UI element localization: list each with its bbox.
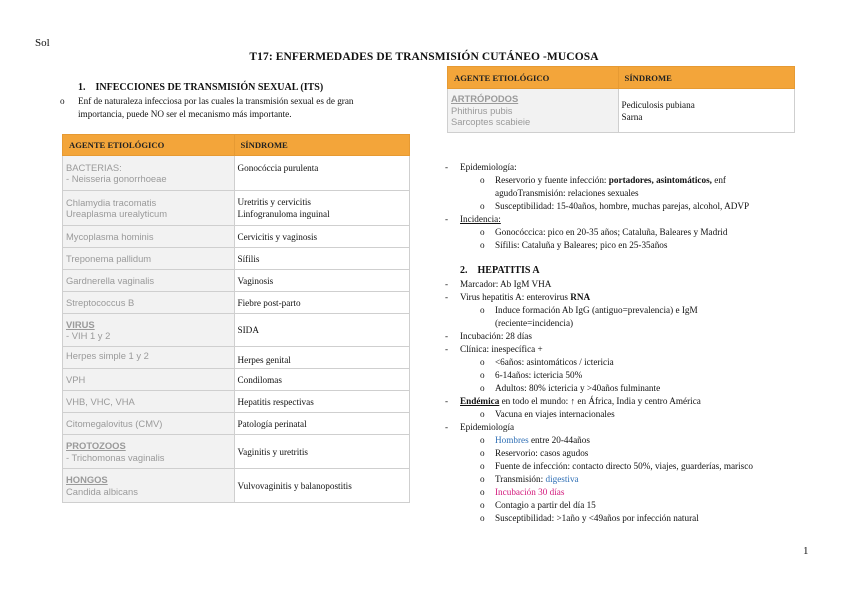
table-row: VHB, VHC, VHA Hepatitis respectivas bbox=[63, 391, 410, 413]
table-row: VPH Condilomas bbox=[63, 369, 410, 391]
header-agente: AGENTE ETIOLÓGICO bbox=[448, 67, 619, 89]
table-row: HONGOS Candida albicans Vulvovaginitis y balanopostitis bbox=[63, 469, 410, 503]
table-row: VIRUS - VIH 1 y 2 SIDA bbox=[63, 314, 410, 347]
section-heading-hepatitis-a: 2. HEPATITIS A bbox=[460, 265, 540, 276]
author-name: Sol bbox=[35, 37, 50, 49]
page-number: 1 bbox=[803, 545, 809, 557]
intro-text: Enf de naturaleza infecciosa por las cuales la transmisión sexual es de gran importancia, puede NO ser el mecanismo más importante. bbox=[78, 96, 354, 119]
header-sindrome: SÍNDROME bbox=[234, 135, 409, 156]
table-row: Gardnerella vaginalis Vaginosis bbox=[63, 270, 410, 292]
table-row: Streptococcus B Fiebre post-parto bbox=[63, 292, 410, 314]
bullet-circle: o bbox=[60, 96, 65, 106]
header-sindrome: SÍNDROME bbox=[618, 67, 794, 89]
table-row: Chlamydia tracomatis Ureaplasma urealyticum Uretritis y cervicitis Linfogranuloma inguinal bbox=[63, 191, 410, 226]
incidencia-label: Incidencia: bbox=[460, 214, 501, 224]
table-row: Treponema pallidum Sífilis bbox=[63, 248, 410, 270]
its-table bbox=[62, 134, 410, 503]
table-row: PROTOZOOS - Trichomonas vaginalis Vaginitis y uretritis bbox=[63, 435, 410, 469]
table-header-row bbox=[63, 135, 410, 156]
epi-reservorio: Reservorio y fuente infección: portadores, asintomáticos, enf bbox=[495, 175, 726, 185]
page-title: T17: ENFERMEDADES DE TRANSMISIÓN CUTÁNEO -MUCOSA bbox=[249, 51, 599, 63]
epidemiologia-label: Epidemiología: bbox=[460, 162, 517, 172]
section-heading-its: 1. INFECCIONES DE TRANSMISIÓN SEXUAL (ITS) bbox=[78, 82, 324, 93]
table-row: BACTERIAS: - Neisseria gonorrhoeae Gonocóccia purulenta bbox=[63, 156, 410, 191]
arthropod-table bbox=[447, 66, 795, 133]
header-agente: AGENTE ETIOLÓGICO bbox=[63, 135, 235, 156]
table-row: Citomegalovitus (CMV) Patología perinatal bbox=[63, 413, 410, 435]
table-header-row bbox=[448, 67, 795, 89]
table-row: Herpes simple 1 y 2 Herpes genital bbox=[63, 347, 410, 369]
table-row: Mycoplasma hominis Cervicitis y vaginosis bbox=[63, 226, 410, 248]
table-row: ARTRÓPODOS Phithirus pubis Sarcoptes scabieie Pediculosis pubiana Sarna bbox=[448, 89, 795, 133]
